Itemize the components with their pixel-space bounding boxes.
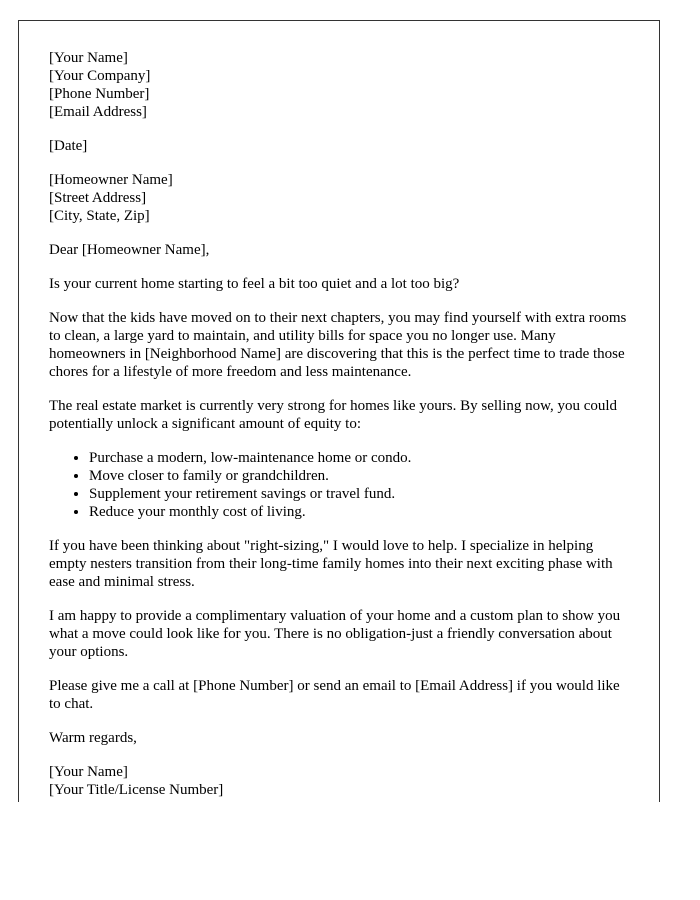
list-item: • Move closer to family or grandchildren. <box>89 467 629 485</box>
paragraph-empty-nest: Now that the kids have moved on to their next chapters, you may find yourself with extra rooms to clean, a large yard to maintain, and utility bills for space you no longer use. Many homeowners in [Neighborhood Name] are discovering that this is the perfect time to trade those chores for a lifestyle of more freedom and less maintenance. <box>49 310 627 380</box>
sender-name: [Your Name] <box>49 50 128 66</box>
paragraph-right-sizing: If you have been thinking about "right-sizing," I would love to help. I specialize in helping empty nesters transition from their long-time family homes into their next exciting phase with ease and minimal stress. <box>49 538 613 590</box>
benefits-list <box>49 449 629 521</box>
paragraph-valuation: I am happy to provide a complimentary valuation of your home and a custom plan to show you what a move could look like for you. There is no obligation-just a friendly conversation about your options. <box>49 608 621 660</box>
recipient-street: [Street Address] <box>49 190 147 206</box>
recipient-block <box>49 171 629 225</box>
closing: Warm regards, <box>49 730 137 746</box>
paragraph-intro-question: Is your current home starting to feel a bit too quiet and a lot too big? <box>49 276 460 292</box>
paragraph-market: The real estate market is currently very strong for homes like yours. By selling now, you could potentially unlock a significant amount of equity to: <box>49 398 618 432</box>
paragraph-call-to-action: Please give me a call at [Phone Number] or send an email to [Email Address] if you would like to chat. <box>49 678 620 712</box>
list-item: • Reduce your monthly cost of living. <box>89 503 629 521</box>
list-item: • Supplement your retirement savings or travel fund. <box>89 485 629 503</box>
sender-block <box>49 49 629 121</box>
sender-phone: [Phone Number] <box>49 86 150 102</box>
signature-title: [Your Title/License Number] <box>49 782 224 798</box>
signature-name: [Your Name] <box>49 764 128 780</box>
recipient-city-state-zip: [City, State, Zip] <box>49 208 150 224</box>
salutation: Dear [Homeowner Name], <box>49 242 210 258</box>
recipient-name: [Homeowner Name] <box>49 172 173 188</box>
sender-email: [Email Address] <box>49 104 147 120</box>
signature-block <box>49 763 629 799</box>
sender-company: [Your Company] <box>49 68 151 84</box>
letter-date: [Date] <box>49 138 88 154</box>
list-item: • Purchase a modern, low-maintenance home or condo. <box>89 449 629 467</box>
letter-page <box>18 20 660 802</box>
